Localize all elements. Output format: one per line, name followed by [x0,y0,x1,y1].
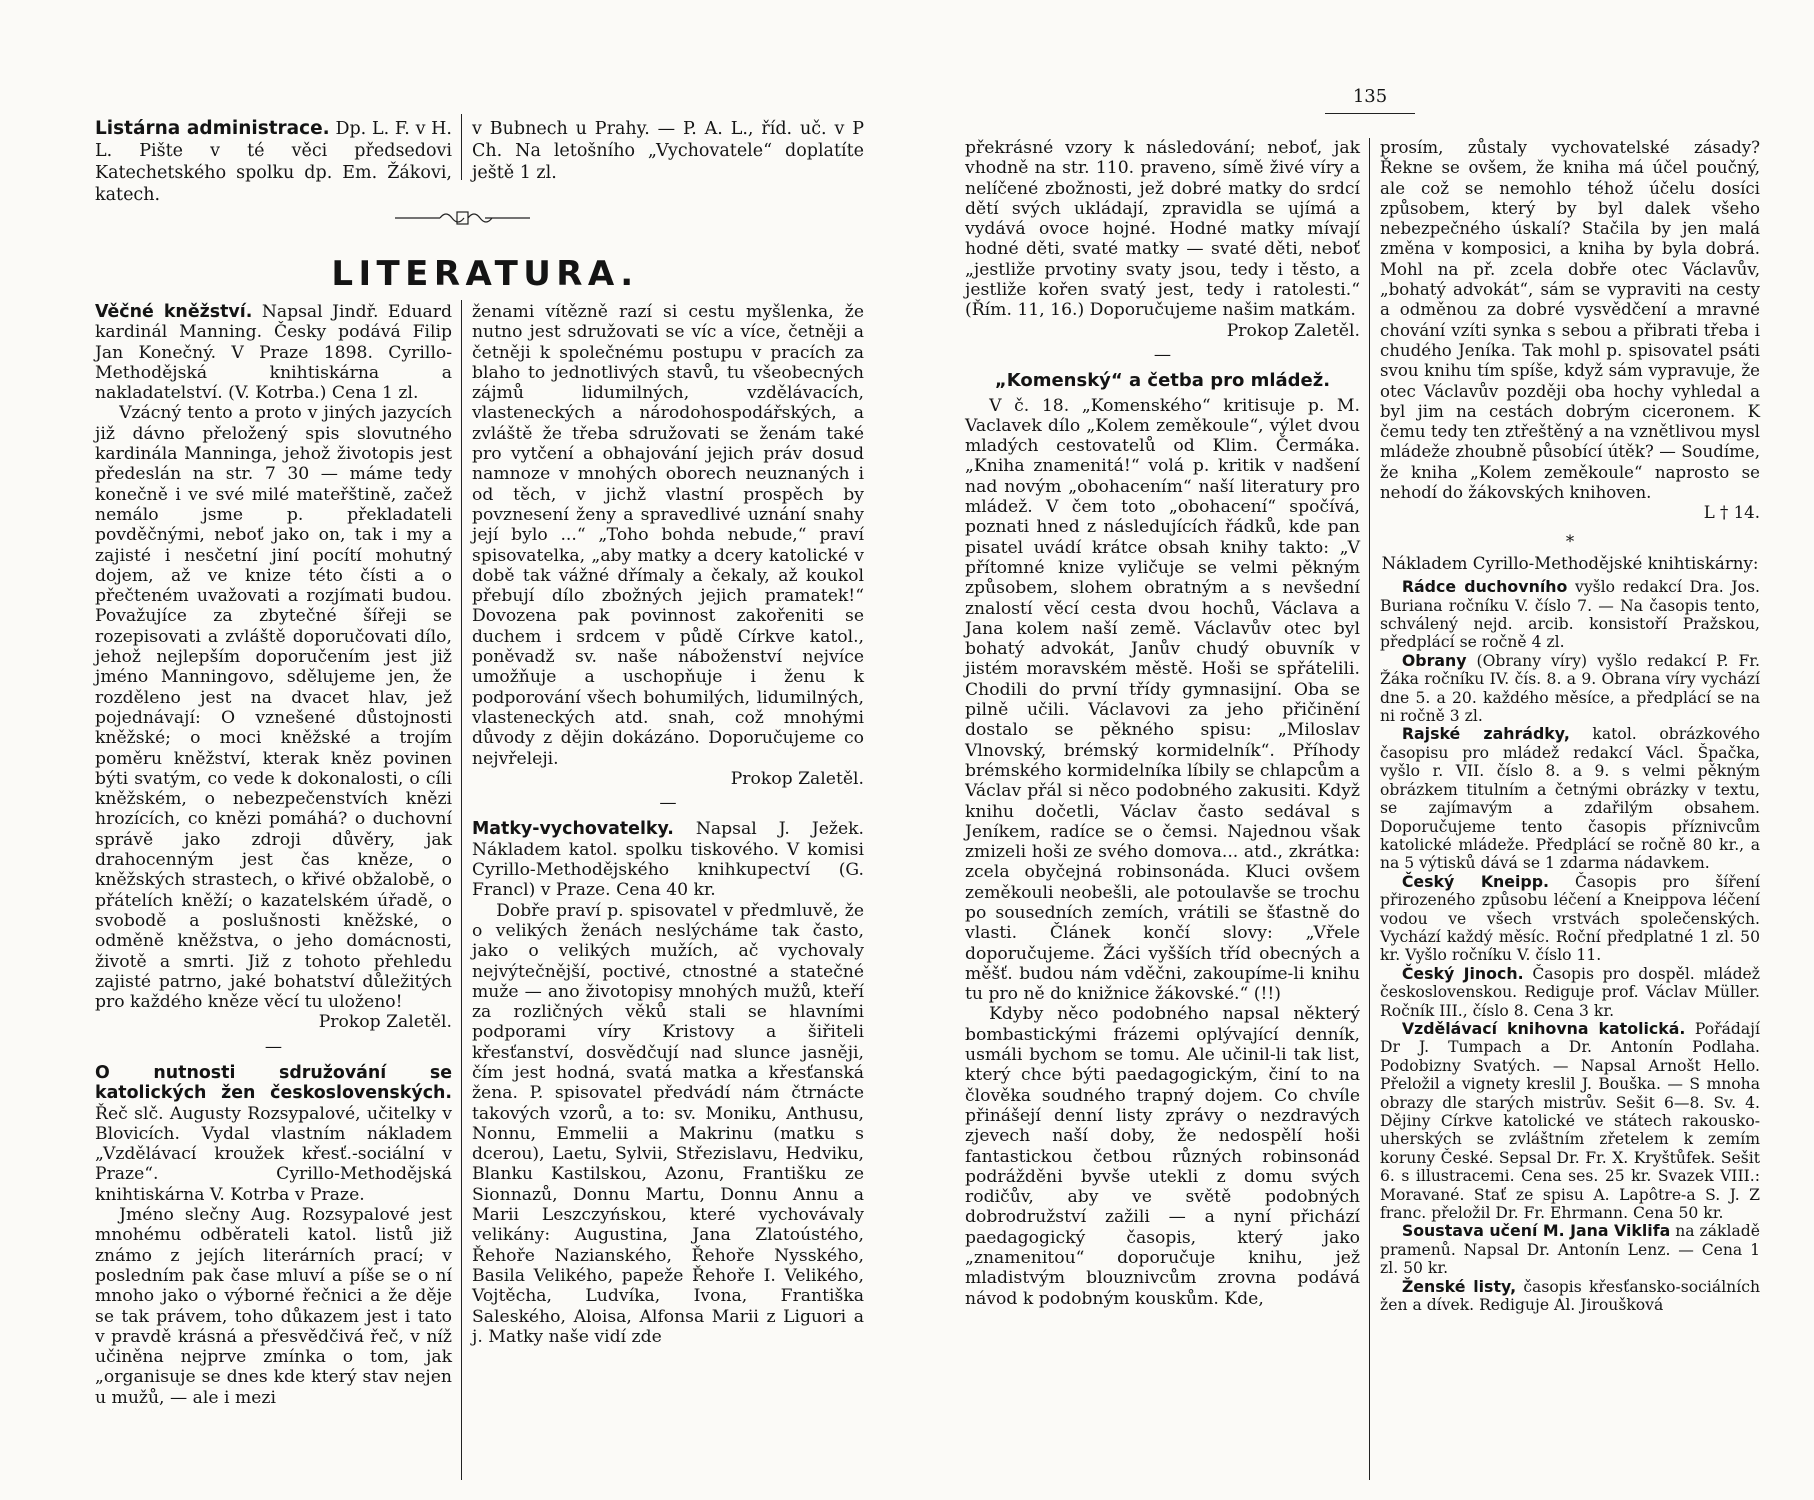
column-divider [461,300,462,1480]
list-item [1380,1278,1760,1315]
list-item-title: Obrany [1401,650,1467,670]
entry-heading: O nutnosti sdružování se katolických žen československých. [95,1062,452,1104]
entry-paragraph: Vzácný tento a proto v jiných jazycích již dávno přeložený spis slovutného kardinála Manninga, jehož životopis jest předeslán na str. 7 30 — máme tedy konečně i ve své milé mateřštině, začež nemálo jsme p. překladateli povděčnými, neboť jako on, tak i my a zajisté i nesčetní jiní pocítí mohutný dojem, až ve knize této čísti a o přečteném uvažovati a rozjímati budou. Považujíce za zbytečné šířeji se rozepisovati a zvláště doporučovati dílo, jehož nejlepším doporučením jest již jméno Manningovo, sdělujeme jen, že rozděleno jest na dvacet hlav, jež pojednávají: O vznešené důstojnosti kněžské; o moci kněžské a trojím poměru kněžství, kterak kněz povinen býti svatým, co vede k dokonalosti, o cíli kněžském, o nebezpečenstvích knězi hrozících, co knězi pomáhá? o duchovní správě jako zdroji důvěry, jak drahocenným jest čas kněze, o kněžských strastech, o křivé obžalobě, o přátelích kněží; o kazatelském úřadě, o svobodě a poslušnosti kněžské, o odměně kněžstva, o jeho domácnosti, životě a smrti. Již z tohoto přehledu zajisté patrno, jaké bohatství důležitých pro každého kněze věcí tu uloženo! [95,403,452,1013]
entry-body: Napsal Jindř. Eduard kardinál Manning. Česky podává Filip Jan Konečný. V Praze 1898. Cyrillo-Methodějská knihtiskárna a nakladatelství. (V. Kotrba.) Cena 1 zl. [95,302,452,404]
list-item-text: na základě pramenů. Napsal Dr. Antonín Lenz. — Cena 1 zl. 50 kr. [1380,1222,1760,1278]
listarna-left-text: Dp. L. F. v H. L. Pište v té věci předsedovi Katechetského spolku dp. Em. Žákovi, katech. [95,119,452,205]
list-item-title: Český Kneipp. [1401,871,1550,891]
entry-paragraph: prosím, zůstaly vychovatelské zásady? Řekne se ovšem, že kniha má účel poučný, ale což se nemohlo téhož účelu dosíci způsobem, který by byl dalek všeho nebezpečného úskalí? Stačila by jen malá změna v komposici, a kniha by byla dobrá. Mohl na př. zcela dobře otec Václavův, „bohatý advokát“, sám se vypraviti na cesty a odměnou za dobré vysvědčení a mravné chování vzíti synka s sebou a přibrati třeba i chudého Jeníka. Tak mohl p. spisovatel psáti svou knihu tím spíše, když sám vypravuje, že otec Václavův později oba hochy vyhledal a byl jim na cestách dobrým ciceronem. K čemu tedy ten ztřeštěný a na vznětlivou mysl mládeže zhoubně působící útěk? — Soudíme, že kniha „Kolem zeměkoule“ naprosto se nehodí do žákovských knihoven. [1380,138,1760,503]
list-item [1380,873,1760,965]
column-2 [472,302,864,1347]
entry-heading: Matky-vychovatelky. [472,819,674,840]
list-item [1380,725,1760,872]
column-divider [1369,138,1370,1480]
list-item-title: Vzdělávací knihovna katolická. [1401,1018,1686,1038]
entry-matky-vychovatelky [472,819,864,900]
entry-paragraph: ženami vítězně razí si cestu myšlenka, že nutno jest sdružovati se víc a více, četněji a četněji k společnému postupu v pracích za blaho to jednotlivých stavů, tu všeobecných zájmů lidumilných, vzdělávacích, vlasteneckých a národohospodářských, a zvláště že třeba sdružovati se ženám také pro vytčení a obhajování jejich práv dosud namnoze v mnohých oborech neuznaných i od těch, v jichž vlastní prospěch by povznesení ženy a spravedlivé uznání snahy její bylo ...“ „Toho bohda nebude,“ praví spisovatelka, „aby matky a dcery katolické v době tak vážné dřímaly a čekaly, až koukol přebují dílo zbožných jejich pramatek!“ Dovozena pak povinnost zakořeniti se duchem i srdcem v půdě Církve katol., poněvadž sv. naše náboženství nejvíce umožňuje a uschopňuje i ženu k podporování všech bohumilých, lidumilných, vlasteneckých atd. snah, což mnohými důvody z dějin dokázáno. Doporučujeme co nejvřeleji. [472,302,864,769]
column-3 [965,138,1360,1309]
list-item [1380,578,1760,652]
signature: L † 14. [1703,503,1760,523]
column-4 [1380,138,1760,1314]
listarna-left [95,118,452,206]
list-item [1380,1222,1760,1277]
entry-paragraph: Dobře praví p. spisovatel v předmluvě, že o velikých ženách neslýcháme tak často, jako o velikých mužích, ač vychovaly nejvýtečnější, poctivé, ctnostné a statečné muže — ano životopisy mnohých mužů, kteří za rozličných věků stali se hlavními podporami víry Kristovy a šiřiteli křesťanství, dosvědčují nad slunce jasněji, čím jest hodná, svatá matka a křesťanská žena. P. spisovatel předvádí nám čtrnácte takových vzorů, a to: sv. Moniku, Anthusu, Nonnu, Emmelii a Makrinu (matku s dcerou), Laetu, Sylvii, Střezislavu, Hedviku, Blanku Kastilskou, Azonu, Františku ze Sionnazů, Donnu Martu, Donnu Annu a Marii Leszczyńskou, které vychovávaly velikány: Augustina, Jana Zlatoústého, Řehoře Nazianského, Řehoře Nysského, Basila Velikého, papeže Řehoře I. Velikého, Vojtěcha, Ludvíka, Ivona, Františka Saleského, Aloisa, Alfonsa Marii z Liguori a j. Matky naše vidí zde [472,900,864,1347]
entry-paragraph: Jméno slečny Aug. Rozsypalové jest mnohému odběrateli katol. listů již známo z jejích literárních prací; v posledním pak čase mluví a píše se o ní mnoho jako o výborné řečnici a že děje se tak právem, toho důkazem jest i tato v pravdě krásná a přesvědčivá řeč, v níž učiněna nejprve zmínka o tom, jak „organisuje se dnes kde který stav nejen u mužů, — ale i mezi [95,1205,452,1408]
listarna-right-text: v Bubnech u Prahy. — P. A. L., říd. uč. v P Ch. Na letošního „Vychovatele“ doplatíte ještě 1 zl. [472,119,864,183]
publisher-heading: Nákladem Cyrillo-Methodějské knihtiskárny: [1381,553,1759,573]
list-item-text: (Obrany víry) vyšlo redakcí P. Fr. Žáka ročníku IV. čís. 8. a 9. Obrana víry vychází dne 5. a 20. každého měsíce, a předplácí se na ni ročně 3 zl. [1380,651,1760,726]
signature: Prokop Zaletěl. [1226,320,1360,341]
list-item-title: Český Jinoch. [1401,963,1524,983]
list-item-title: Soustava učení M. Jana Viklifa [1401,1221,1671,1241]
entry-o-nutnosti [95,1063,452,1205]
entry-paragraph: překrásné vzory k následování; neboť, jak vhodně na str. 110. praveno, símě živé víry a nelíčené zbožnosti, jež dobré matky do srdcí dětí svých ukládají, zpravidla se ujímá a vydává ovoce hojné. Hodné matky mívají hodné děti, svaté matky — svaté děti, neboť „jestliže prvotiny svaty jsou, tedy i těsto, a jestliže kořen svatý jest, tedy i ratolesti.“ (Řím. 11, 16.) Doporučujeme našim matkám. [965,138,1360,321]
list-item-title: Rádce duchovního [1401,577,1568,597]
separator-dash: — [1153,344,1172,365]
entry-body: Napsal J. Ježek. Nákladem katol. spolku tiskového. V komisi Cyrillo-Methodějského knihkupectví (G. Francl) v Praze. Cena 40 kr. [472,819,865,901]
signature: Prokop Zaletěl. [318,1012,452,1033]
listarna-heading: Listárna administrace. [95,118,330,139]
entry-heading: Věčné kněžství. [95,302,253,322]
listarna-divider [461,114,462,180]
list-item [1380,965,1760,1020]
entry-body: Řeč slč. Augusty Rozsypalové, učitelky v Blovicích. Vydal vlastním nákladem „Vzdělávací kroužek křesť.-sociální v Praze“. Cyrillo-Methodějská knihtiskárna V. Kotrba v Praze. [95,1103,452,1205]
list-item-text: vyšlo redakcí Dra. Jos. Buriana ročníku V. číslo 7. — Na časopis tento, schválený nejd. arcib. konsistoří Pražskou, předplácí se ročně 4 zl. [1380,578,1760,652]
ornament-divider [395,208,530,228]
entry-paragraph: Kdyby něco podobného napsal některý bombastickými frázemi oplývající denník, usmáli bychom se tomu. Ale učinil-li tak list, který chce býti paedagogickým, činí to na člověka soudného trapný dojem. Co chvíle přinášejí denní listy zprávy o nezdravých zjevech naší doby, že nedospělí hoši fantastickou četbou různých robinsonád podrážděni byvše utekli z domu svých rodičův, aby ve světě podobných dobrodružství zažili — a nyní přichází paedagogický časopis, který jako „znamenitou“ doporučuje knihu, jež mladistvým blouznivcům zrovna podává návod k podobným kouskům. Kde, [965,1004,1360,1309]
listarna-right [472,118,864,184]
section-title: LITERATURA. [331,254,639,294]
publication-list [1380,578,1760,1314]
separator-dash: — [264,1036,283,1057]
list-item [1380,652,1760,726]
separator-star: * [1565,531,1575,551]
entry-heading: „Komenský“ a četba pro mládež. [994,370,1331,392]
page-number: 135 [1325,86,1415,114]
entry-paragraph: V č. 18. „Komenského“ kritisuje p. M. Vaclavek dílo „Kolem zeměkoule“, výlet dvou mladých cestovatelů od Klim. Čermáka. „Kniha znamenitá!“ volá p. kritik v nadšení nad novým „obohacením“ naší literatury pro mládež. V čem toto „obohacení“ spočívá, poznati hned z následujících řádků, kde pan pisatel uvádí krátce obsah knihy takto: „V přítomné knize vyličuje se velmi pěkným způsobem, slohem obratným a s nevšední znalostí věcí cesta dvou hochů, Václava a Jana kolem naší země. Václavův otec byl bohatý advokát, Janův chudý obuvník v jistém moravském městě. Hoši se spřátelili. Chodili do první třídy gymnasijní. Oba se pilně učili. Václavovi za jeho přičinění dostalo se pěkného spisu: „Miloslav Vlnovský, brémský kormidelník“. Příhody brémského kormidelníka líbily se chlapcům a Václav přál si něco podobného zakusiti. Když knihu dočetli, Václav často sedával s Jeníkem, radíce se o čemsi. Najednou však zmizeli hoši ze svého domova... atd., zkrátka: zcela obyčejná robinsonáda. Kluci ovšem zeměkouli neobešli, ale potoulavše se trochu po sousedních zemích, vrátili se šťastně do vlasti. Článek končí slovy: „Vřele doporučujeme. Žáci vyšších tříd obecných a měšť. budou nám vděčni, zakoupíme-li knihu tu pro ně do knižnice žákovské.“ (!!) [965,395,1360,1005]
list-item-text: časopis křesťansko-sociálních žen a dívek. Rediguje Al. Jiroušková [1380,1277,1760,1315]
column-1 [95,302,452,1408]
list-item-text: Pořádají Dr J. Tumpach a Dr. Antonín Podlaha. Podobizny Svatých. — Napsal Arnošt Hello. Přeložil a vignety kreslil J. Bouška. — S mnoha obrazy dle starých mistrův. Sešit 6—8. Sv. 4. Dějiny Církve katolické ve státech rakousko-uherských se zvláštním zřetelem k zemím koruny České. Sepsal Dr. Fr. X. Kryštůfek. Sešit 6. s illustracemi. Cena ses. 25 kr. Svazek VIII.: Moravané. Stať ze spisu A. Lapôtre-a S. J. Z franc. přeložil Dr. Fr. Ehrmann. Cena 50 kr. [1380,1019,1760,1223]
list-item-title: Rajské zahrádky, [1401,724,1570,744]
list-item-text: katol. obrázkového časopisu pro mládež redakcí Václ. Špačka, vyšlo r. VII. číslo 8. a 9. s velmi pěkným obrázkem titulním a četnými obrázky v textu, se zajímavým a zdařilým obsahem. Doporučujeme tento časopis příznivcům katolické mládeže. Předplácí se ročně 80 kr., a na 5 výtisků dává se 1 zdarma nádavkem. [1380,725,1760,873]
list-item-text: Časopis pro dospěl. mládež československou. Rediguje prof. Václav Müller. Ročník III., číslo 8. Cena 3 kr. [1380,964,1760,1020]
separator-dash: — [659,793,677,814]
list-item-text: Časopis pro šíření přirozeného způsobu léčení a Kneippova léčení vodou ve všech vrstvách společenských. Vychází každý měsíc. Roční předplatné 1 zl. 50 kr. Vyšlo ročníku V. číslo 11. [1380,872,1760,965]
signature: Prokop Zaletěl. [730,768,864,789]
list-item [1380,1020,1760,1222]
list-item-title: Ženské listy, [1401,1276,1517,1296]
entry-vecne-knezstvi [95,302,452,403]
